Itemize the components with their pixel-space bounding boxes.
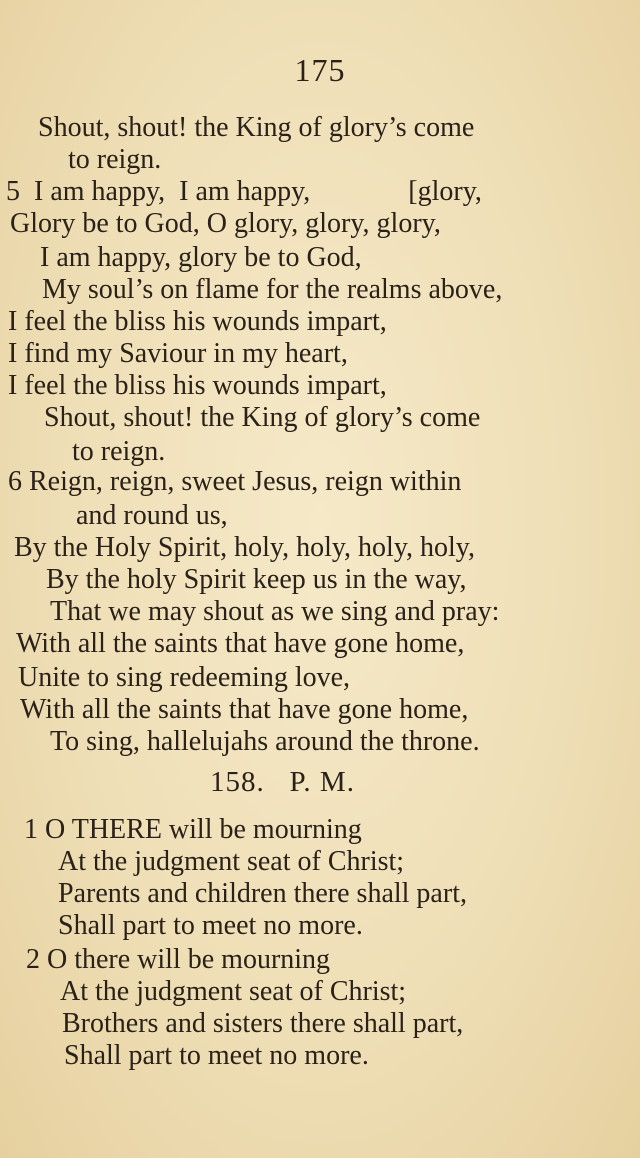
verse-line: Glory be to God, O glory, glory, glory, (10, 208, 441, 239)
verse-line: My soul’s on flame for the realms above, (42, 274, 503, 305)
verse-line: With all the saints that have gone home, (16, 628, 465, 659)
verse-line: I find my Saviour in my heart, (8, 338, 348, 369)
verse-line: At the judgment seat of Christ; (60, 976, 407, 1007)
verse-line: I feel the bliss his wounds impart, (8, 370, 387, 401)
verse-line: 6 Reign, reign, sweet Jesus, reign within (8, 466, 462, 497)
verse-line: Shall part to meet no more. (64, 1040, 369, 1071)
verse-line: That we may shout as we sing and pray: (50, 596, 500, 627)
verse-line: 1 O THERE will be mourning (24, 814, 362, 845)
verse-line: I feel the bliss his wounds impart, (8, 306, 387, 337)
page-number: 175 (294, 52, 346, 88)
hymn-heading: 158. P. M. (210, 766, 355, 798)
verse-line: Unite to sing redeeming love, (18, 662, 351, 693)
verse-line: Shout, shout! the King of glory’s come (38, 112, 475, 143)
verse-line: At the judgment seat of Christ; (58, 846, 405, 877)
verse-line: By the holy Spirit keep us in the way, (46, 564, 467, 595)
verse-line: Brothers and sisters there shall part, (62, 1008, 464, 1039)
verse-line: Shout, shout! the King of glory’s come (44, 402, 481, 433)
verse-line: By the Holy Spirit, holy, holy, holy, holy, (14, 532, 475, 563)
verse-line: I am happy, glory be to God, (40, 242, 362, 273)
verse-line: 5 I am happy, I am happy, [glory, (6, 176, 482, 207)
verse-line: to reign. (72, 436, 166, 467)
verse-line: With all the saints that have gone home, (20, 694, 469, 725)
verse-line: To sing, hallelujahs around the throne. (50, 726, 480, 757)
verse-line: Shall part to meet no more. (58, 910, 363, 941)
verse-line: Parents and children there shall part, (58, 878, 467, 909)
verse-line: to reign. (68, 144, 162, 175)
verse-line: and round us, (76, 500, 228, 531)
verse-line: 2 O there will be mourning (26, 944, 331, 975)
